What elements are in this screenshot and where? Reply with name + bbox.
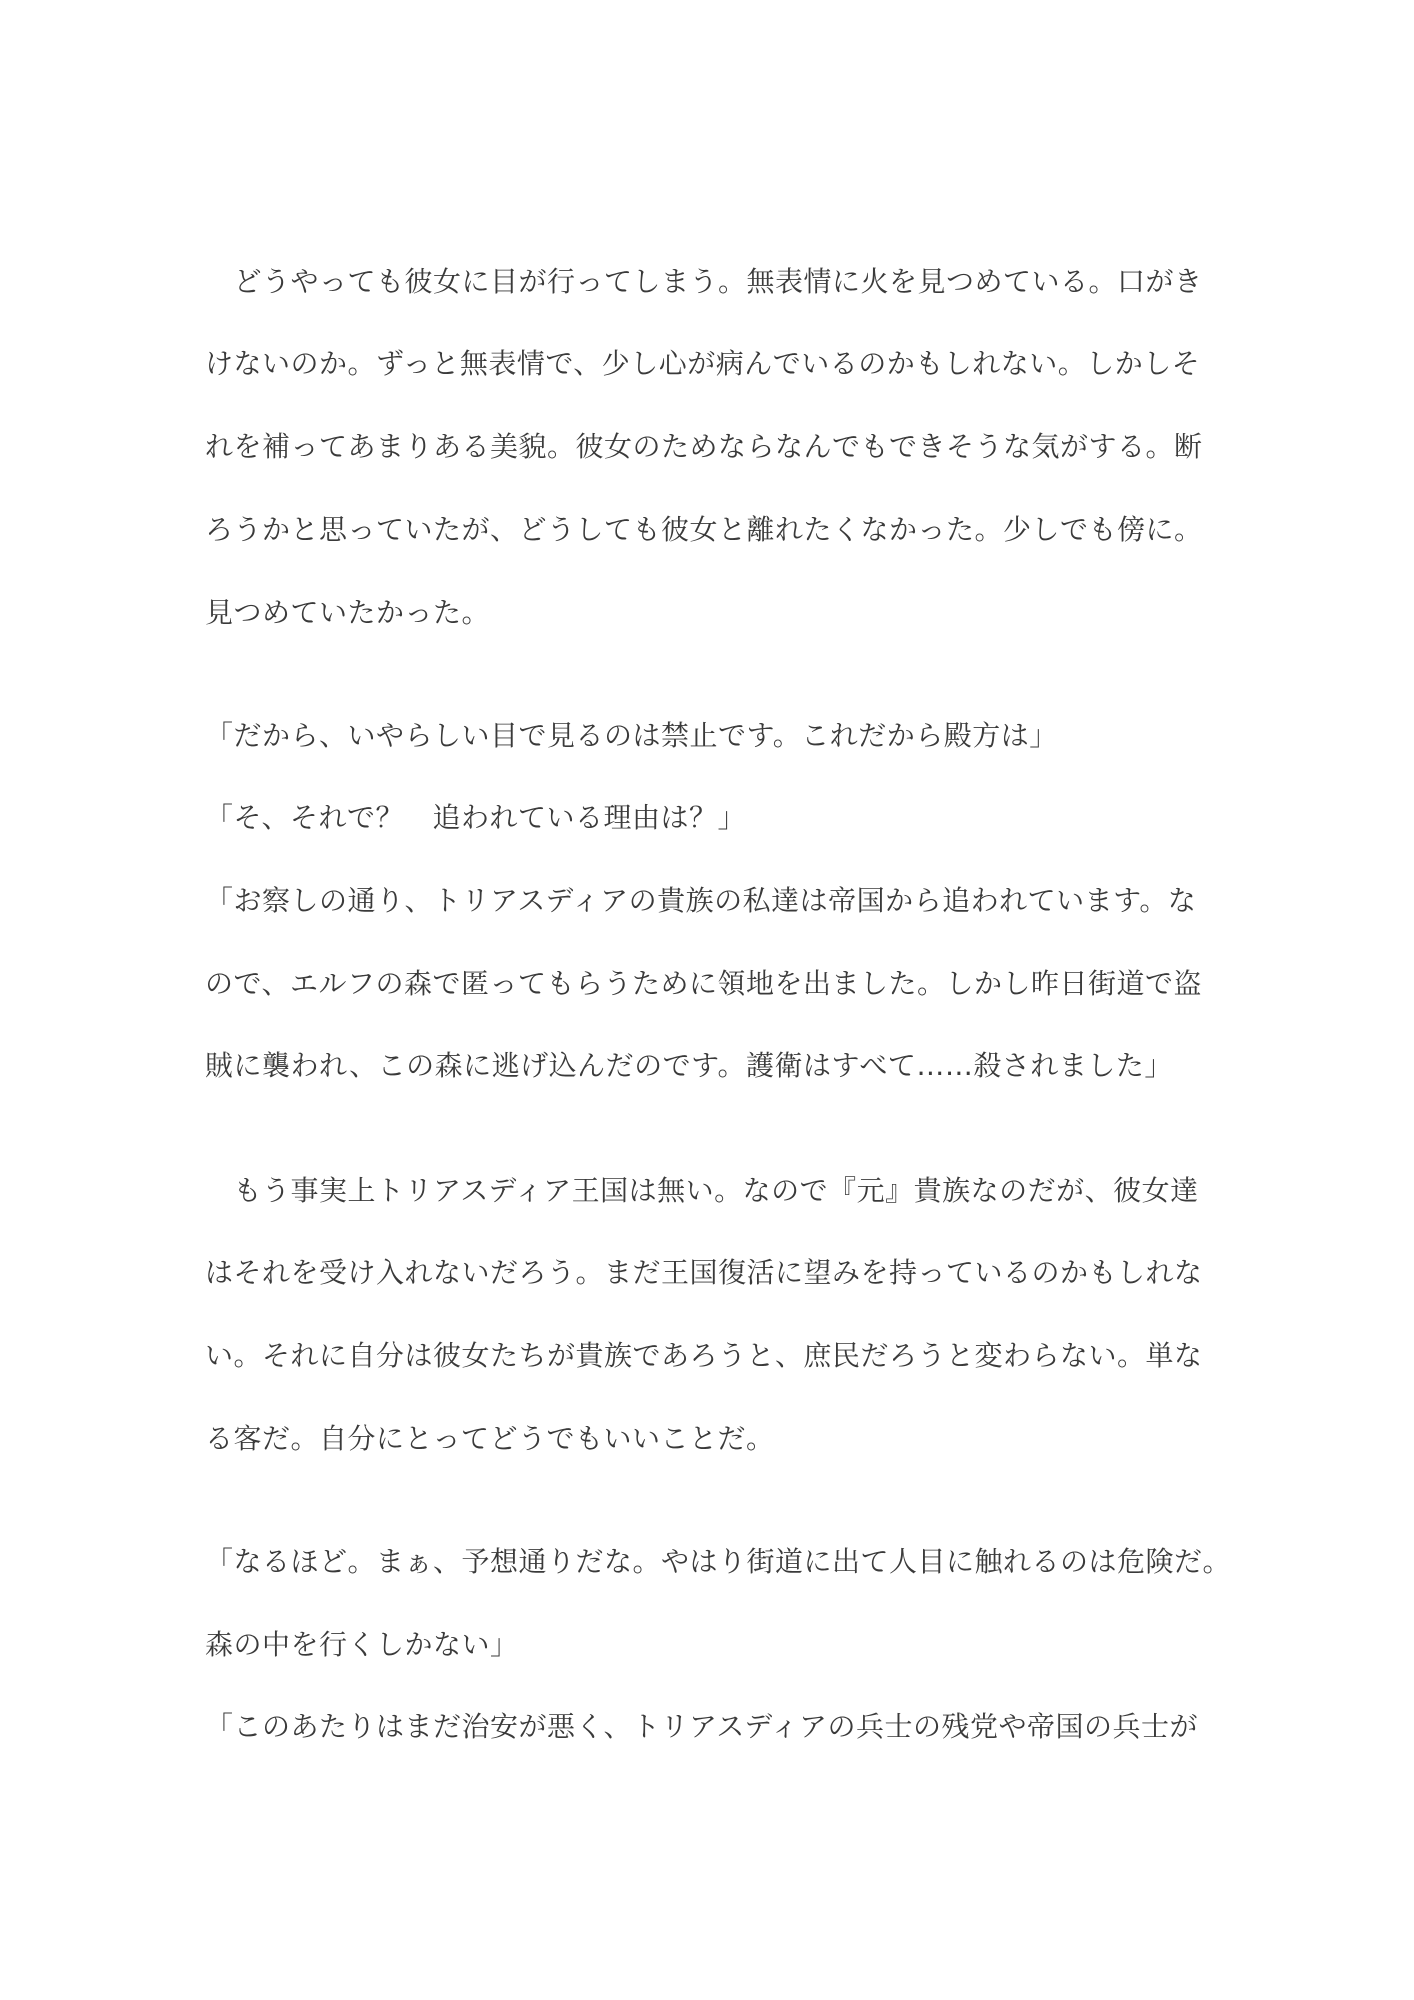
text-line: 森の中を行くしかない」 bbox=[205, 1628, 519, 1661]
text-line: れを補ってあまりある美貌。彼女のためならなんでもできそうな気がする。断 bbox=[205, 430, 1203, 463]
text-line: けないのか。ずっと無表情で、少し心が病んでいるのかもしれない。しかしそ bbox=[205, 347, 1201, 380]
text-line: もう事実上トリアスディア王国は無い。なので『元』貴族なのだが、彼女達 bbox=[205, 1174, 1199, 1207]
text-line: どうやっても彼女に目が行ってしまう。無表情に火を見つめている。口がき bbox=[205, 265, 1203, 298]
text-line: ので、エルフの森で匿ってもらうために領地を出ました。しかし昨日街道で盗 bbox=[205, 967, 1202, 1000]
text-line: ろうかと思っていたが、どうしても彼女と離れたくなかった。少しでも傍に。 bbox=[205, 513, 1203, 546]
text-line: 「お察しの通り、トリアスディアの貴族の私達は帝国から追われています。な bbox=[205, 884, 1197, 917]
text-line: 賊に襲われ、この森に逃げ込んだのです。護衛はすべて……殺されました」 bbox=[205, 1049, 1173, 1082]
text-line: はそれを受け入れないだろう。まだ王国復活に望みを持っているのかもしれな bbox=[205, 1256, 1203, 1289]
text-line: 「だから、いやらしい目で見るのは禁止です。これだから殿方は」 bbox=[205, 719, 1058, 752]
text-line: 「そ、それで？ 追われている理由は？」 bbox=[205, 801, 746, 834]
text-line: 見つめていたかった。 bbox=[205, 596, 491, 629]
text-line: る客だ。自分にとってどうでもいいことだ。 bbox=[205, 1422, 775, 1455]
text-line: い。それに自分は彼女たちが貴族であろうと、庶民だろうと変わらない。単な bbox=[205, 1339, 1203, 1372]
text-line: 「このあたりはまだ治安が悪く、トリアスディアの兵士の残党や帝国の兵士が bbox=[205, 1710, 1199, 1743]
text-line: 「なるほど。まぁ、予想通りだな。やはり街道に出て人目に触れるのは危険だ。 bbox=[205, 1545, 1232, 1578]
